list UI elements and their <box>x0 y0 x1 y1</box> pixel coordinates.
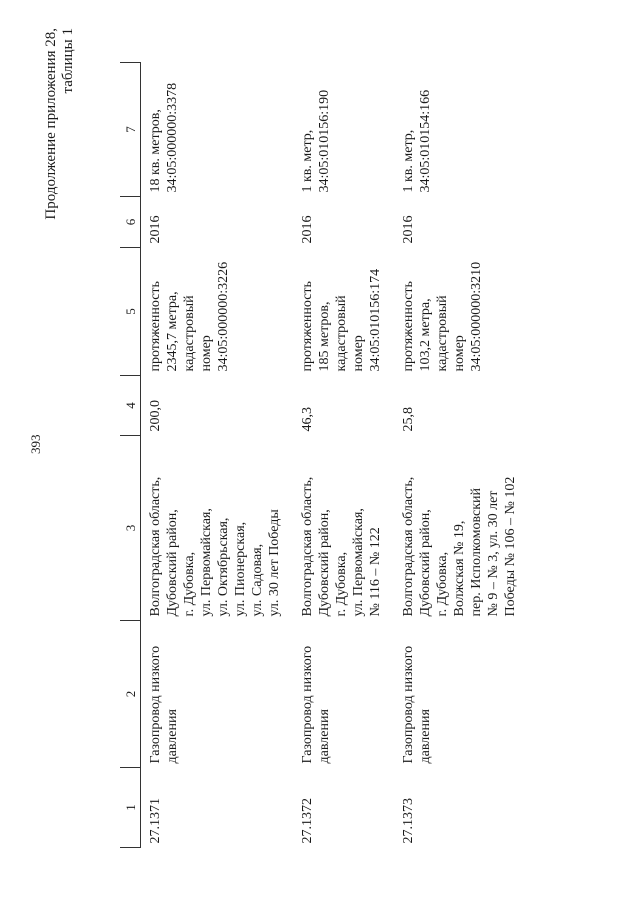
row-year: 2016 <box>148 215 163 244</box>
column-header-6: 6 <box>120 197 141 248</box>
page-number: 393 <box>28 434 43 454</box>
caption-line-1: Продолжение приложения 28, <box>43 28 59 220</box>
row-description: протяженность 2345,7 метра, кадастровый номер 34:05:000000:3226 <box>148 261 231 372</box>
row-address: Волгоградская область, Дубовский район, г. Дубовка, ул. Первомайская, № 116 – № 122 <box>300 476 383 617</box>
table-row <box>394 63 529 848</box>
table-row <box>293 63 394 848</box>
caption-line-2: таблицы 1 <box>60 28 76 94</box>
row-value: 25,8 <box>401 407 416 432</box>
row-value: 46,3 <box>300 407 315 432</box>
row-address: Волгоградская область, Дубовский район, г. Дубовка, ул. Первомайская, ул. Октябрьская, ул. Пионерская, ул. Садовая, ул. 30 лет Победы <box>148 476 282 617</box>
row-year: 2016 <box>401 215 416 244</box>
row-id: 27.1371 <box>148 798 163 844</box>
row-value: 200,0 <box>148 400 163 432</box>
row-note: 18 кв. метров, 34:05:000000:3378 <box>148 82 180 193</box>
column-header-7: 7 <box>120 63 141 197</box>
row-description: протяженность 103,2 метра, кадастровый номер 34:05:000000:3210 <box>401 261 484 372</box>
row-note: 1 кв. метр, 34:05:010154:166 <box>401 89 433 193</box>
table-caption <box>43 28 77 220</box>
column-header-2: 2 <box>120 621 141 768</box>
column-header-5: 5 <box>120 248 141 376</box>
row-name: Газопровод низкого давления <box>148 645 180 764</box>
column-header-4: 4 <box>120 376 141 436</box>
column-header-3: 3 <box>120 436 141 621</box>
row-id: 27.1372 <box>300 798 315 844</box>
column-header-1: 1 <box>120 768 141 848</box>
row-description: протяженность 185 метров, кадастровый номер 34:05:010156:174 <box>300 268 383 372</box>
property-table <box>120 62 529 848</box>
row-name: Газопровод низкого давления <box>401 645 433 764</box>
row-id: 27.1373 <box>401 798 416 844</box>
row-name: Газопровод низкого давления <box>300 645 332 764</box>
table-row <box>141 63 294 848</box>
column-number-row <box>120 63 141 848</box>
row-note: 1 кв. метр, 34:05:010156:190 <box>300 89 332 193</box>
row-year: 2016 <box>300 215 315 244</box>
row-address: Волгоградская область, Дубовский район, г. Дубовка, Волжская № 19, пер. Исполкомовский № 9 – № 3, ул. 30 лет Победы № 106 – № 102 <box>401 476 518 617</box>
